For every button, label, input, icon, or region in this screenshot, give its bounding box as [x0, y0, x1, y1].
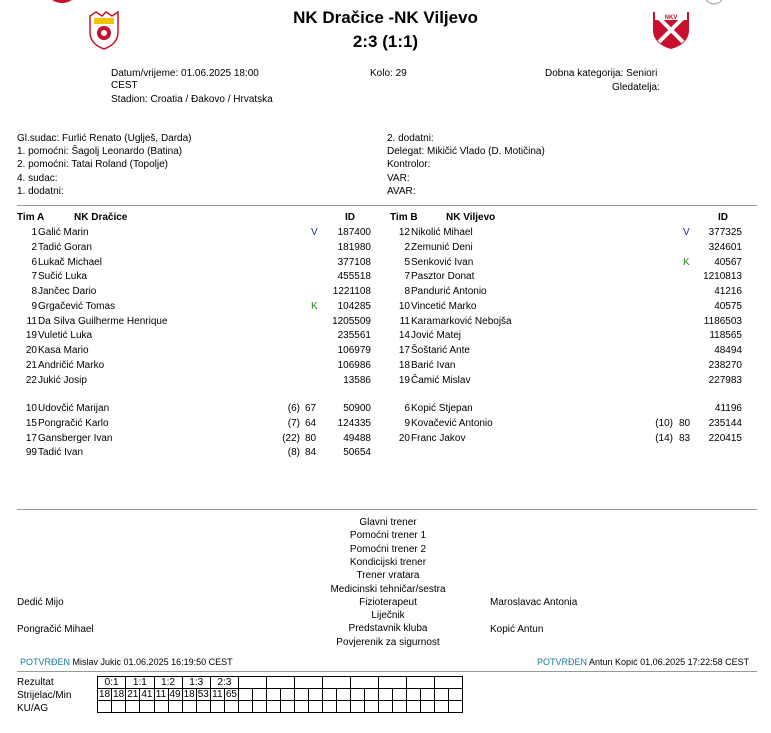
staff-role: Liječnik [371, 610, 405, 622]
player-name: Jančec Dario [38, 286, 97, 297]
score-result-cell: 2:3 [210, 677, 238, 689]
player-id: 181980 [337, 241, 371, 253]
home-confirmation [20, 657, 233, 667]
official-additional-2: 2. dodatni: [387, 133, 434, 144]
sub-minute: 80 [305, 432, 317, 444]
player-name: Pongračić Karlo [38, 417, 109, 429]
kuag-cell [253, 701, 267, 713]
player-name: Tadić Goran [38, 241, 92, 253]
player-id: 235144 [708, 417, 742, 429]
scorer-number-cell [379, 689, 393, 701]
staff-role: Pomoćni trener 2 [349, 543, 427, 555]
kuag-cell [140, 701, 154, 713]
kuag-cell [182, 701, 196, 713]
player-id: 106986 [337, 359, 371, 371]
scorer-number-cell [351, 689, 365, 701]
kuag-cell [407, 701, 421, 713]
official-avar: AVAR: [387, 186, 416, 197]
kuag-cell [449, 701, 463, 713]
player-id: 220415 [708, 432, 742, 444]
player-number: 1 [31, 227, 37, 238]
score-result-cell [323, 677, 351, 689]
scorer-number-cell [435, 689, 449, 701]
official-referee: Gl.sudac: Furlić Renato (Uglješ, Darda) [17, 133, 192, 144]
player-name: Zemunić Deni [411, 241, 473, 253]
replaced-player: (6) [287, 403, 300, 414]
sub-minute: 64 [305, 417, 317, 429]
score-result-cell: 1:3 [182, 677, 210, 689]
scorer-number-cell [407, 689, 421, 701]
score-result-cell: 1:2 [154, 677, 182, 689]
home-club-rep: Pongračić Mihael [17, 624, 94, 635]
player-number: 2 [31, 241, 37, 253]
kuag-cell [295, 701, 309, 713]
player-id: 1186503 [703, 315, 742, 327]
scorer-number-cell: 18 [99, 689, 111, 700]
kuag-cell [365, 701, 379, 713]
score-result-cell [351, 677, 379, 689]
away-physio: Maroslavac Antonia [490, 597, 578, 608]
goalkeeper-mark: V [311, 227, 318, 238]
match-title: NK Dračice -NK Viljevo [293, 8, 478, 27]
player-name: Pandurić Antonio [411, 286, 487, 297]
player-name: Gansberger Ivan [38, 432, 113, 444]
round: Kolo: 29 [370, 68, 407, 79]
scorer-minute-cell: 49 [169, 689, 181, 700]
score-result-cell [379, 677, 407, 689]
official-assistant-2: 2. pomoćni: Tatai Roland (Topolje) [17, 159, 169, 170]
staff-role: Predstavnik kluba [348, 623, 428, 635]
score-scorer-row [98, 689, 463, 701]
player-name: Jukić Josip [38, 374, 87, 386]
player-id: 235561 [337, 330, 371, 342]
player-number: 17 [398, 345, 410, 356]
scorer-minute-cell: 53 [197, 689, 209, 700]
team-a-name: NK Dračice [74, 212, 128, 223]
score-row-label-kuag: KU/AG [17, 703, 49, 714]
player-id: 455518 [337, 271, 371, 283]
scorer-minute-cell: 18 [113, 689, 125, 700]
score-result-cell [239, 677, 267, 689]
scorer-minute-cell [365, 689, 379, 701]
stadium: Stadion: Croatia / Đakovo / Hrvatska [111, 94, 273, 105]
kuag-cell [379, 701, 393, 713]
spectators: Gledatelja: [612, 82, 660, 93]
kuag-cell [393, 701, 407, 713]
team-b-label: Tim B [390, 212, 418, 223]
score-result-cell: 0:1 [98, 677, 126, 689]
player-name: Galić Marin [38, 227, 89, 238]
kuag-cell [168, 701, 182, 713]
player-name: Karamarković Nebojša [411, 315, 512, 327]
player-name: Franc Jakov [411, 432, 466, 444]
age-category: Dobna kategorija: Seniori [545, 68, 658, 79]
player-id: 13586 [343, 374, 371, 386]
home-club-crest-partial-icon [42, 0, 82, 6]
score-result-cell [295, 677, 323, 689]
player-id: 124335 [337, 417, 371, 429]
player-number: 19 [25, 330, 37, 342]
scorer-minute-cell [337, 689, 351, 701]
away-club-crest-partial-icon [700, 0, 728, 8]
scorer-number-cell [267, 689, 281, 701]
scorer-number-cell: 11 [155, 689, 167, 700]
player-name: Šoštarić Ante [411, 345, 470, 356]
kuag-cell [309, 701, 323, 713]
player-number: 11 [399, 315, 410, 327]
kuag-cell [351, 701, 365, 713]
official-delegate: Delegat: Mikičić Vlado (D. Motičina) [387, 146, 545, 157]
svg-text:NKV: NKV [664, 15, 678, 21]
scorer-minute-cell [421, 689, 435, 701]
staff-role: Pomoćni trener 1 [349, 530, 427, 542]
player-number: 11 [26, 315, 37, 327]
staff-role: Povjerenik za sigurnost [336, 636, 440, 648]
score-result-row [98, 677, 463, 689]
sub-minute: 80 [679, 417, 691, 429]
score-result-cell [435, 677, 463, 689]
player-number: 14 [398, 330, 410, 342]
player-number: 6 [404, 403, 410, 414]
player-number: 15 [25, 417, 37, 429]
score-result-cell: 1:1 [126, 677, 154, 689]
replaced-player: (10) [655, 417, 673, 429]
player-name: Kasa Mario [38, 345, 89, 356]
player-name: Čamić Mislav [411, 374, 471, 386]
score-row-label-scorer: Strijelac/Min [17, 690, 72, 701]
player-name: Jović Matej [411, 330, 462, 342]
goalkeeper-mark: V [683, 227, 690, 238]
scorer-minute-cell [281, 689, 295, 701]
player-name: Pasztor Donat [411, 271, 475, 283]
player-id: 40575 [714, 300, 742, 312]
player-number: 2 [404, 241, 410, 253]
player-name: Vincetić Marko [411, 300, 477, 312]
player-number: 9 [404, 417, 410, 429]
match-score: 2:3 (1:1) [352, 32, 419, 51]
divider [17, 509, 757, 510]
player-number: 21 [25, 359, 37, 371]
player-name: Barić Ivan [411, 359, 456, 371]
score-result-cell [407, 677, 435, 689]
staff-role: Kondicijski trener [349, 556, 427, 568]
player-name: Lukač Michael [38, 256, 102, 268]
kuag-cell [323, 701, 337, 713]
scorer-number-cell: 11 [212, 689, 223, 700]
player-number: 20 [398, 432, 410, 444]
staff-role: Trener vratara [356, 570, 420, 582]
team-a-label: Tim A [17, 212, 45, 223]
away-confirmation [537, 657, 749, 667]
scorer-number-cell [239, 689, 253, 701]
player-id: 1221108 [332, 286, 371, 297]
player-number: 19 [398, 374, 410, 386]
confirmed-tag: POTVRĐEN [20, 657, 71, 667]
scorer-number-cell: 18 [183, 689, 195, 700]
divider [17, 205, 757, 206]
captain-mark: K [683, 256, 690, 268]
player-number: 99 [25, 447, 37, 459]
player-id: 41196 [714, 403, 742, 414]
kuag-cell [154, 701, 168, 713]
player-name: Udovčić Marijan [38, 403, 110, 414]
kuag-cell [435, 701, 449, 713]
scorer-number-cell [323, 689, 337, 701]
team-a-id-header: ID [345, 212, 355, 223]
player-name: Grgačević Tomas [38, 300, 116, 312]
kuag-cell [239, 701, 253, 713]
score-row-label-result: Rezultat [17, 677, 54, 688]
confirmation-text: Antun Kopić 01.06.2025 17:22:58 CEST [589, 657, 750, 667]
player-number: 10 [398, 300, 410, 312]
replaced-player: (22) [282, 432, 300, 444]
player-id: 106979 [337, 345, 371, 356]
datetime-tz: CEST [111, 80, 138, 91]
player-id: 41216 [714, 286, 742, 297]
scorer-number-cell: 21 [127, 689, 139, 700]
official-additional-1: 1. dodatni: [17, 186, 64, 197]
sub-minute: 84 [305, 447, 317, 459]
player-id: 1210813 [703, 271, 742, 283]
kuag-cell [224, 701, 238, 713]
player-id: 118565 [709, 330, 742, 342]
player-number: 7 [404, 271, 410, 283]
replaced-player: (14) [655, 432, 673, 444]
player-number: 20 [25, 345, 37, 356]
player-number: 5 [404, 256, 410, 268]
player-id: 377325 [708, 227, 742, 238]
official-controller: Kontrolor: [387, 159, 431, 170]
player-id: 324601 [708, 241, 742, 253]
team-b-name: NK Viljevo [446, 212, 496, 223]
player-name: Da Silva Guilherme Henrique [38, 315, 168, 327]
player-name: Vuletić Luka [38, 330, 93, 342]
scorer-minute-cell [449, 689, 463, 701]
confirmed-tag: POTVRĐEN [537, 657, 588, 667]
scorer-minute-cell [309, 689, 323, 701]
away-club-rep: Kopić Antun [490, 624, 544, 635]
official-var: VAR: [387, 173, 410, 184]
player-name: Nikolić Mihael [411, 227, 473, 238]
divider [17, 671, 757, 672]
player-id: 104285 [337, 300, 371, 312]
captain-mark: K [311, 300, 318, 312]
replaced-player: (7) [287, 417, 300, 429]
player-name: Senković Ivan [411, 256, 474, 268]
player-number: 7 [31, 271, 37, 283]
player-name: Sučić Luka [38, 271, 87, 283]
official-assistant-1: 1. pomoćni: Šagolj Leonardo (Batina) [17, 146, 183, 157]
scorer-minute-cell [253, 689, 267, 701]
sub-minute: 83 [679, 432, 691, 444]
kuag-cell [196, 701, 210, 713]
kuag-cell [126, 701, 140, 713]
kuag-cell [267, 701, 281, 713]
player-id: 49488 [343, 432, 371, 444]
scorer-minute-cell: 41 [141, 689, 153, 700]
scorer-number-cell [295, 689, 309, 701]
team-b-id-header: ID [718, 212, 728, 223]
kuag-cell [112, 701, 126, 713]
player-number: 6 [31, 256, 37, 268]
player-number: 8 [404, 286, 410, 297]
score-kuag-row [98, 701, 463, 713]
scorer-minute-cell [393, 689, 407, 701]
kuag-cell [210, 701, 224, 713]
player-id: 187400 [337, 227, 371, 238]
player-id: 50654 [343, 447, 371, 459]
player-number: 10 [25, 403, 37, 414]
scorer-minute-cell: 65 [225, 689, 237, 700]
confirmation-text: Mislav Jukic 01.06.2025 16:19:50 CEST [72, 657, 233, 667]
home-physio: Dedić Mijo [17, 597, 64, 608]
player-id: 227983 [708, 374, 742, 386]
kuag-cell [421, 701, 435, 713]
player-id: 238270 [708, 359, 742, 371]
official-fourth: 4. sudac: [17, 173, 58, 184]
player-number: 17 [25, 432, 37, 444]
player-id: 48494 [714, 345, 742, 356]
score-progression-table [97, 676, 463, 713]
player-name: Kopić Stjepan [411, 403, 473, 414]
player-number: 12 [398, 227, 410, 238]
player-name: Tadić Ivan [38, 447, 84, 459]
staff-role: Fizioterapeut [359, 596, 417, 608]
player-id: 50900 [343, 403, 371, 414]
kuag-cell [337, 701, 351, 713]
player-id: 40567 [714, 256, 742, 268]
staff-role: Medicinski tehničar/sestra [330, 583, 446, 595]
player-number: 8 [31, 286, 37, 297]
replaced-player: (8) [287, 447, 300, 459]
player-number: 22 [25, 374, 37, 386]
datetime: Datum/vrijeme: 01.06.2025 18:00 [111, 68, 259, 79]
player-number: 9 [31, 300, 37, 312]
staff-role: Glavni trener [359, 517, 417, 528]
score-result-cell [267, 677, 295, 689]
sub-minute: 67 [305, 403, 317, 414]
player-id: 1205509 [332, 315, 371, 327]
player-id: 377108 [337, 256, 371, 268]
player-number: 18 [398, 359, 410, 371]
kuag-cell [98, 701, 112, 713]
kuag-cell [281, 701, 295, 713]
player-name: Andričić Marko [38, 359, 105, 371]
player-name: Kovačević Antonio [411, 417, 493, 429]
